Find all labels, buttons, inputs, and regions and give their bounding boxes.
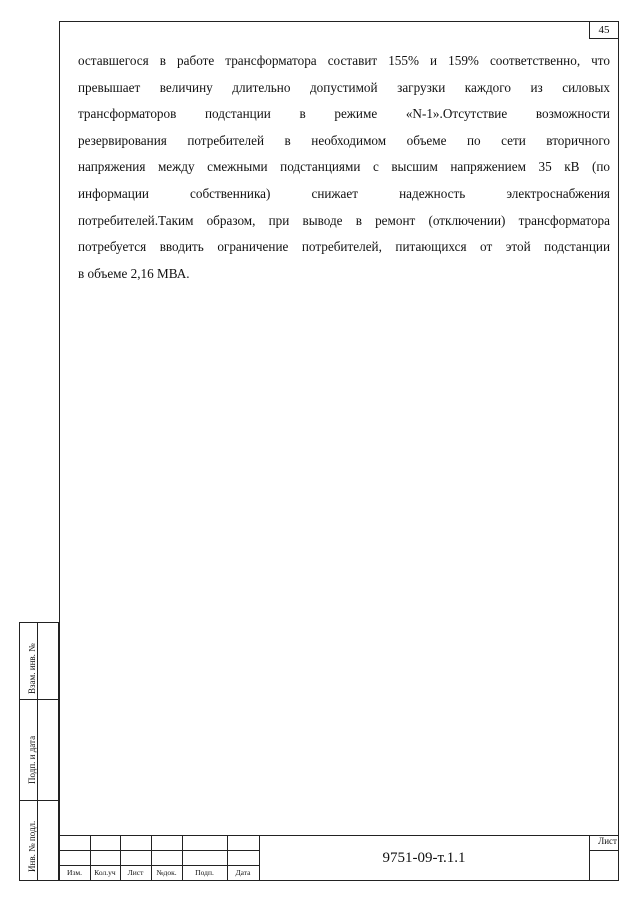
stamp-col-list: Лист [127, 868, 144, 877]
body-line: потребителей.Таким образом, при выводе в ремонт (отключении) трансформатора [78, 212, 610, 228]
body-line: резервирования потребителей в необходимом объеме по сети вторичного [78, 132, 610, 148]
body-line: напряжения между смежными подстанциями с высшим напряжением 35 кВ (по [78, 159, 610, 175]
stamp-line [59, 850, 259, 851]
sheet-label: Лист [598, 836, 617, 846]
body-line: оставшегося в работе трансформатора составит 155% и 159% соответственно, что [78, 53, 610, 68]
body-paragraph [78, 48, 610, 287]
body-line: в объеме 2,16 МВА. [78, 265, 190, 281]
body-line: трансформаторов подстанции в режиме «N-1».Отсутствие возможности [78, 106, 610, 122]
stamp-col-podp: Подп. [195, 868, 214, 877]
body-line: потребуется вводить ограничение потребителей, питающихся от этой подстанции [78, 239, 610, 255]
stamp-line [589, 850, 619, 851]
stamp-col-data: Дата [235, 868, 251, 877]
document-number: 9751-09-т.1.1 [382, 850, 466, 866]
page-number: 45 [589, 21, 619, 39]
stamp-col-izm: Изм. [67, 868, 82, 877]
stamp-line [589, 835, 590, 881]
podp-data-label: Подп. и дата [27, 735, 37, 784]
side-strip [19, 622, 59, 881]
side-divider [20, 699, 58, 700]
stamp-line [59, 835, 619, 836]
body-line: информации собственника) снижает надежность электроснабжения [78, 185, 610, 201]
body-line: превышает величину длительно допустимой загрузки каждого из силовых [78, 79, 610, 95]
stamp-col-kol: Кол.уч [94, 868, 116, 877]
stamp-col-ndok: №док. [156, 868, 177, 877]
inv-podl-label: Инв. № подл. [27, 820, 37, 872]
side-divider [20, 800, 58, 801]
vzam-inv-label: Взам. инв. № [27, 643, 37, 694]
stamp-line [59, 865, 259, 866]
title-block [59, 835, 619, 881]
